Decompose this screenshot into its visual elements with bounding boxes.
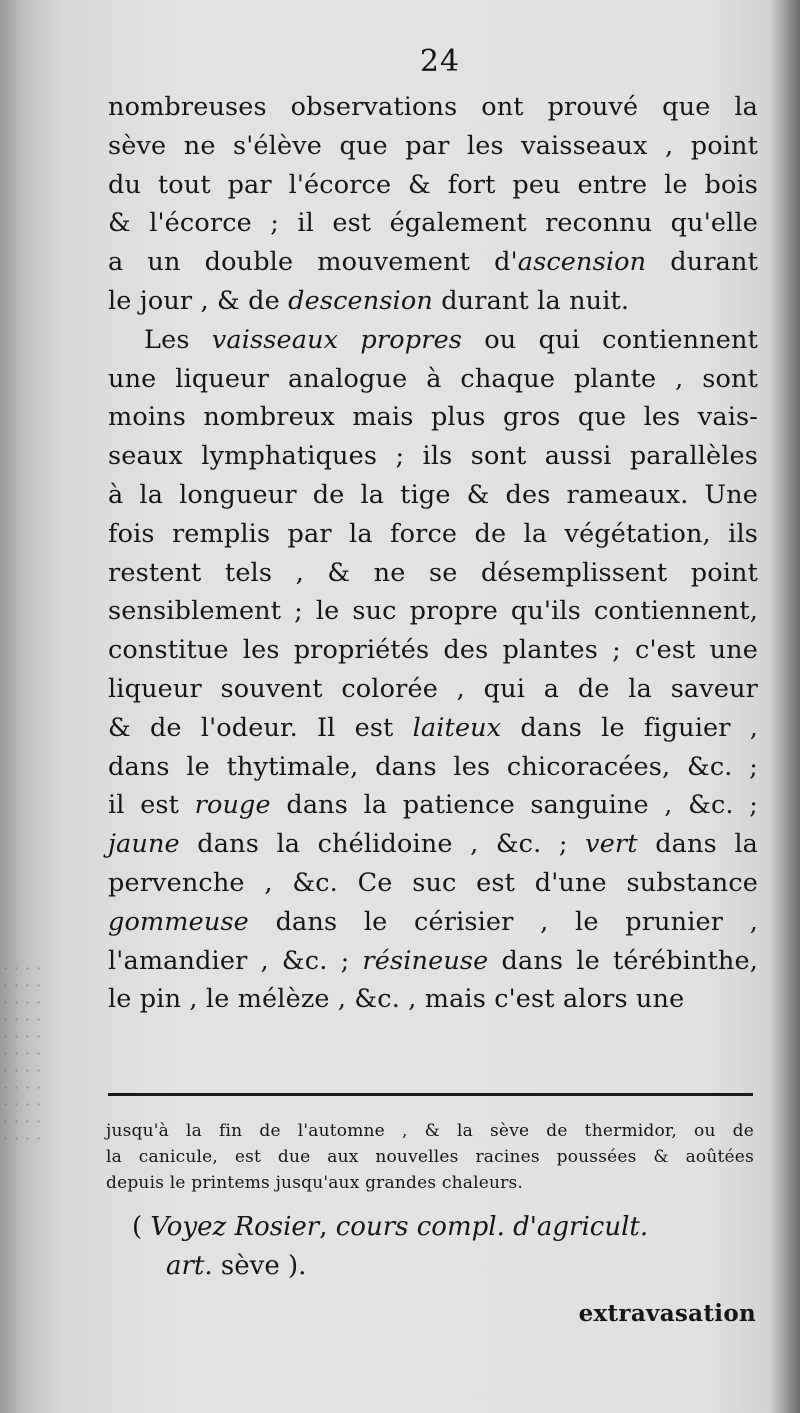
body-text-segment: dans le figuier ,	[501, 712, 759, 743]
reference-segment: Voyez Rosier	[150, 1212, 320, 1242]
body-text-line	[108, 515, 758, 554]
reference-segment: (	[132, 1212, 151, 1242]
catchword: extravasation	[578, 1300, 756, 1327]
body-text-line	[108, 942, 758, 981]
reference-segment: art.	[166, 1251, 213, 1281]
body-text-segment: ascension	[517, 247, 647, 278]
footnote-rule	[108, 1093, 753, 1096]
reference-block	[132, 1208, 754, 1286]
body-text-segment: fois remplis par la force de la végétation, ils	[108, 518, 758, 549]
body-text-segment: ou qui contiennent	[462, 324, 758, 355]
body-text-line	[108, 670, 758, 709]
body-text-segment: & de l'odeur. Il est	[108, 712, 413, 743]
body-text-segment: descension	[288, 285, 433, 316]
body-text-line	[108, 903, 758, 942]
footnote-line: jusqu'à la fin de l'automne , & la sève de thermidor, ou de	[106, 1121, 754, 1141]
body-text-segment: & l'écorce ; il est également reconnu qu'elle	[108, 208, 758, 239]
reference-line	[132, 1247, 754, 1286]
body-text-line	[108, 592, 758, 631]
main-text-block	[108, 88, 758, 1019]
body-text-line	[108, 88, 758, 127]
body-text-line	[108, 127, 758, 166]
body-text-line	[108, 631, 758, 670]
body-text-segment: a un double mouvement d'	[108, 247, 518, 278]
body-text-line	[108, 748, 758, 787]
body-text-line	[108, 321, 758, 360]
body-text-line	[108, 204, 758, 243]
body-text-segment: vaisseaux propres	[211, 324, 463, 355]
footnote-line: la canicule, est due aux nouvelles racines poussées & aoûtées	[106, 1147, 754, 1167]
body-text-segment: dans le térébinthe,	[488, 945, 758, 976]
footnote-block	[106, 1118, 754, 1196]
body-text-segment: dans le thytimale, dans les chicoracées, &c. ;	[108, 751, 758, 782]
body-text-segment: vert	[585, 829, 638, 860]
body-text-segment: laiteux	[412, 712, 502, 743]
body-text-line	[108, 398, 758, 437]
body-text-segment: seaux lymphatiques ; ils sont aussi parallèles	[108, 441, 758, 472]
page-number: 24	[419, 44, 461, 79]
body-text-segment: résineuse	[362, 945, 489, 976]
footnote-line: depuis le printems jusqu'aux grandes chaleurs.	[106, 1173, 523, 1193]
body-text-segment: pervenche , &c. Ce suc est d'une substance	[108, 867, 758, 898]
body-text-segment: sève ne s'élève que par les vaisseaux , point	[108, 130, 758, 161]
body-text-segment: à la longueur de la tige & des rameaux. Une	[108, 479, 758, 510]
body-text-segment: restent tels , & ne se désemplissent point	[108, 557, 758, 588]
reference-segment: cours compl. d'agricult.	[335, 1212, 649, 1242]
body-text-line	[108, 243, 758, 282]
body-text-line	[108, 437, 758, 476]
body-text-line	[108, 864, 758, 903]
body-text-segment: nombreuses observations ont prouvé que la	[108, 92, 758, 122]
body-text-segment: l'amandier , &c. ;	[108, 945, 363, 976]
body-text-segment: durant la nuit.	[432, 285, 630, 316]
body-text-segment: dans la chélidoine , &c. ;	[179, 829, 586, 860]
body-text-line	[108, 476, 758, 515]
body-text-line	[108, 166, 758, 205]
body-text-segment: une liqueur analogue à chaque plante , sont	[108, 363, 758, 394]
body-text-segment: Les	[144, 324, 212, 355]
body-text-segment: dans la	[637, 829, 758, 860]
body-text-segment: jaune	[108, 829, 180, 860]
body-text-line	[108, 282, 758, 321]
body-text-segment: moins nombreux mais plus gros que les vais-	[108, 402, 758, 433]
body-text-segment: sensiblement ; le suc propre qu'ils contiennent,	[108, 596, 758, 627]
body-text-segment: le pin , le mélèze , &c. , mais c'est alors une	[108, 984, 685, 1015]
gutter-speckle	[0, 960, 40, 1140]
body-text-segment: liqueur souvent colorée , qui a de la saveur	[108, 673, 758, 704]
body-text-line	[108, 554, 758, 593]
body-text-segment: constitue les propriétés des plantes ; c'est une	[108, 635, 758, 666]
body-text-line	[108, 980, 758, 1019]
reference-segment: ,	[319, 1212, 336, 1242]
body-text-segment: il est	[108, 790, 195, 821]
body-text-line	[108, 786, 758, 825]
reference-segment: sève ).	[212, 1251, 307, 1281]
reference-line	[132, 1208, 754, 1247]
body-text-line	[108, 825, 758, 864]
body-text-segment: dans la patience sanguine , &c. ;	[270, 790, 758, 821]
body-text-segment: du tout par l'écorce & fort peu entre le bois	[108, 169, 758, 200]
body-text-segment: gommeuse	[108, 906, 249, 937]
body-text-line	[108, 709, 758, 748]
body-text-segment: rouge	[194, 790, 271, 821]
body-text-line	[108, 360, 758, 399]
body-text-segment: le jour , & de	[108, 285, 289, 316]
body-text-segment: durant	[646, 247, 759, 278]
body-text-segment: dans le cérisier , le prunier ,	[248, 906, 758, 937]
